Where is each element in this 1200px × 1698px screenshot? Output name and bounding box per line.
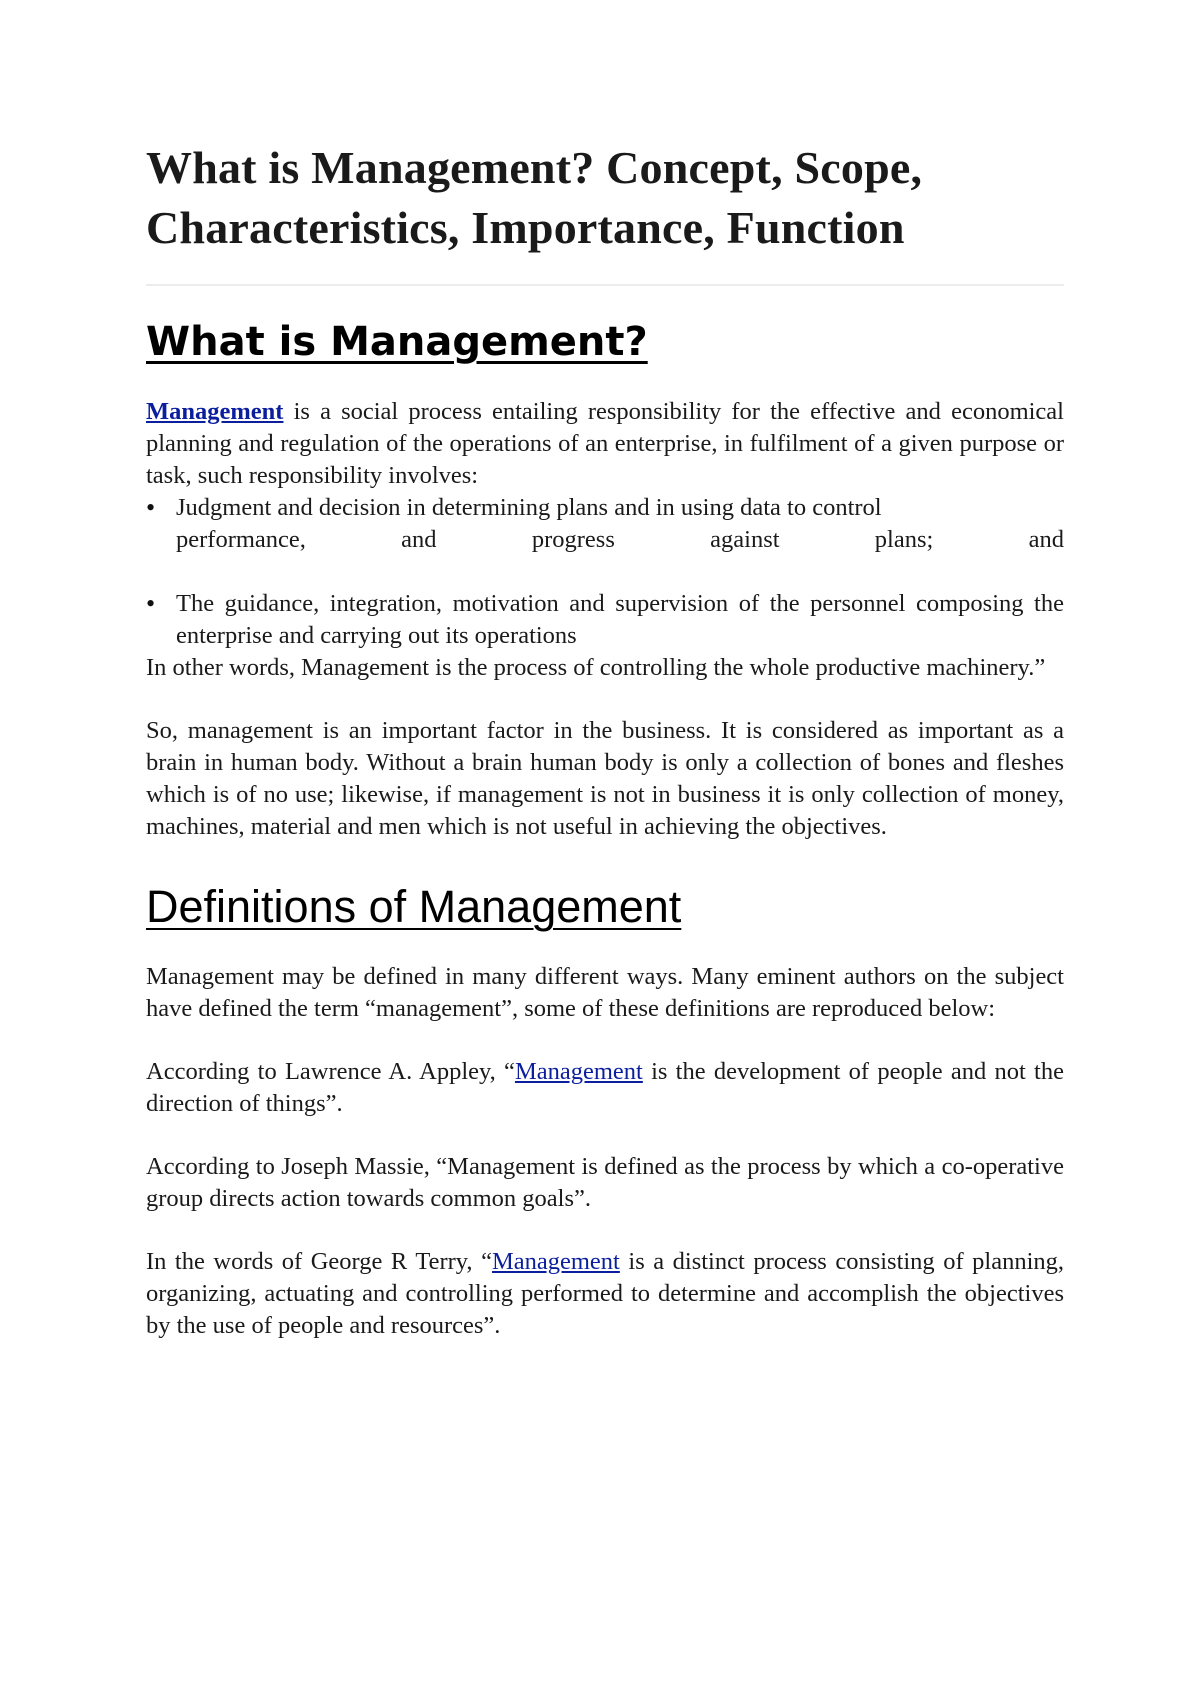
responsibility-list (146, 492, 1064, 652)
terry-definition (146, 1246, 1064, 1342)
section-heading-what-is-management: What is Management? (146, 319, 648, 365)
list-item-line2: performance, and progress against plans; and (176, 526, 1064, 553)
importance-paragraph: So, management is an important factor in the business. It is considered as important as a brain in human body. Without a brain human body is only a collection of bones and fleshes which is of no use; likewise, if management is not in business it is only collection of money, machines, material and men which is not useful in achieving the objectives. (146, 717, 1064, 840)
list-item (146, 492, 1064, 556)
intro-paragraph (146, 396, 1064, 492)
terry-suffix: is a distinct process consisting of planning, organizing, actuating and controlling performed to determine and accomplish the objectives by the use of people and resources”. (146, 1248, 1065, 1339)
list-item: • The guidance, integration, motivation and supervision of the personnel composing the enterprise and carrying out its operations (146, 588, 1064, 652)
title-divider (146, 284, 1064, 286)
appley-prefix: According to Lawrence A. Appley, “ (146, 1058, 515, 1085)
document-page (146, 138, 1064, 1342)
massie-definition: According to Joseph Massie, “Management is defined as the process by which a co-operative group directs action towards common goals”. (146, 1153, 1064, 1212)
appley-definition (146, 1056, 1064, 1120)
definitions-intro-paragraph: Management may be defined in many different ways. Many eminent authors on the subject have defined the term “management”, some of these definitions are reproduced below: (146, 963, 1064, 1022)
intro-text: is a social process entailing responsibility for the effective and economical planning and regulation of the operations of an enterprise, in fulfilment of a given purpose or task, such responsibility involves: (146, 398, 1064, 489)
appley-suffix: is the development of people and not the direction of things”. (146, 1058, 1064, 1117)
other-words-paragraph: In other words, Management is the process of controlling the whole productive machinery.” (146, 654, 1046, 681)
management-link-terry[interactable]: Management (491, 1248, 620, 1275)
section-heading-definitions: Definitions of Management (146, 881, 682, 932)
management-link-appley[interactable]: Management (514, 1058, 643, 1085)
management-link[interactable]: Management (146, 398, 284, 425)
terry-prefix: In the words of George R Terry, “ (146, 1248, 492, 1275)
document-title: What is Management? Concept, Scope, Characteristics, Importance, Function (146, 142, 923, 253)
list-item-line1: Judgment and decision in determining plans and in using data to control (176, 494, 882, 521)
